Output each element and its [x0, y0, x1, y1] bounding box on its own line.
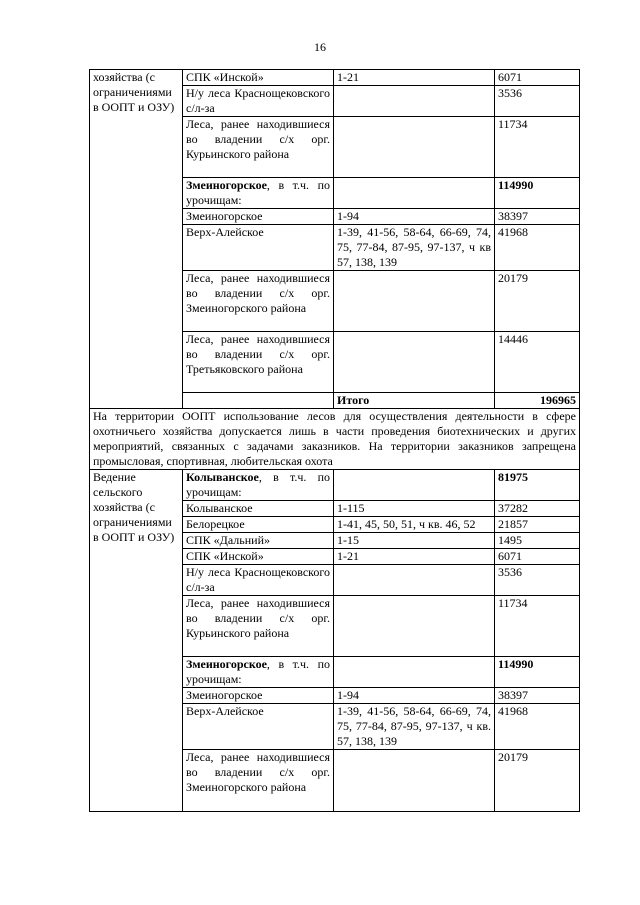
name-cell: СПК «Дальний»	[183, 533, 334, 549]
quarters-cell: 1-94	[334, 688, 495, 704]
area-cell: 11734	[495, 117, 580, 178]
name-cell: Змеиногорское	[183, 688, 334, 704]
area-cell: 41968	[495, 225, 580, 271]
table-row	[90, 470, 580, 501]
name-cell: Леса, ранее находившиеся во владении с/х орг. Курьинского района	[183, 596, 334, 657]
total-value: 196965	[495, 393, 580, 409]
name-cell: Леса, ранее находившиеся во владении с/х орг. Змеиногорского района	[183, 750, 334, 812]
quarters-cell: 1-115	[334, 501, 495, 517]
name-cell: Змеиногорское, в т.ч. по урочищам:	[183, 178, 334, 209]
table-row	[90, 70, 580, 86]
name-cell: СПК «Инской»	[183, 70, 334, 86]
area-cell: 20179	[495, 271, 580, 332]
quarters-cell: 1-41, 45, 50, 51, ч кв. 46, 52	[334, 517, 495, 533]
area-cell: 6071	[495, 70, 580, 86]
page-number: 16	[314, 40, 326, 54]
quarters-cell: 1-94	[334, 209, 495, 225]
forestry-name: Змеиногорское	[186, 657, 267, 671]
purpose-cell: хозяйства (с ограничениями в ООПТ и ОЗУ)	[90, 70, 183, 409]
quarters-cell	[334, 271, 495, 332]
forest-use-table	[89, 69, 580, 812]
area-cell: 6071	[495, 549, 580, 565]
area-cell: 21857	[495, 517, 580, 533]
name-cell: Колыванское, в т.ч. по урочищам:	[183, 470, 334, 501]
area-cell: 81975	[495, 470, 580, 501]
name-cell: Белорецкое	[183, 517, 334, 533]
area-cell: 38397	[495, 209, 580, 225]
name-cell: СПК «Инской»	[183, 549, 334, 565]
quarters-cell	[334, 750, 495, 812]
quarters-cell	[334, 565, 495, 596]
purpose-cell: Ведение сельского хозяйства (с ограничениями в ООПТ и ОЗУ)	[90, 470, 183, 812]
area-cell: 38397	[495, 688, 580, 704]
quarters-cell: 1-15	[334, 533, 495, 549]
name-cell: Леса, ранее находившиеся во владении с/х орг. Змеиногорского района	[183, 271, 334, 332]
area-cell: 1495	[495, 533, 580, 549]
quarters-cell: 1-39, 41-56, 58-64, 66-69, 74, 75, 77-84, 87-95, 97-137, ч кв 57, 138, 139	[334, 225, 495, 271]
name-cell: Верх-Алейское	[183, 225, 334, 271]
total-label: Итого	[334, 393, 495, 409]
quarters-cell: 1-21	[334, 70, 495, 86]
quarters-cell	[334, 178, 495, 209]
name-cell: Колыванское	[183, 501, 334, 517]
quarters-cell	[334, 117, 495, 178]
note-text: На территории ООПТ использование лесов для осуществления деятельности в сфере охотничьего хозяйства допускается лишь в части проведения биотехнических и других мероприятий, связанных с задачами заказников. На территории заказников запрещена промысловая, спортивная, любительская охота	[90, 409, 580, 470]
forestry-name: Змеиногорское	[186, 178, 267, 192]
quarters-cell	[334, 332, 495, 393]
quarters-cell: 1-39, 41-56, 58-64, 66-69, 74, 75, 77-84, 87-95, 97-137, ч кв. 57, 138, 139	[334, 704, 495, 750]
name-cell: Н/у леса Краснощековского с/л-за	[183, 86, 334, 117]
note-row	[90, 409, 580, 470]
name-cell: Змеиногорское, в т.ч. по урочищам:	[183, 657, 334, 688]
area-cell: 41968	[495, 704, 580, 750]
area-cell: 3536	[495, 86, 580, 117]
area-cell: 11734	[495, 596, 580, 657]
name-cell: Леса, ранее находившиеся во владении с/х орг. Третьяковского района	[183, 332, 334, 393]
forestry-name: Колыванское	[186, 470, 259, 484]
quarters-cell: 1-21	[334, 549, 495, 565]
name-cell: Змеиногорское	[183, 209, 334, 225]
quarters-cell	[334, 596, 495, 657]
quarters-cell	[334, 86, 495, 117]
area-cell: 114990	[495, 657, 580, 688]
name-cell: Н/у леса Краснощековского с/л-за	[183, 565, 334, 596]
area-cell: 20179	[495, 750, 580, 812]
quarters-cell	[334, 657, 495, 688]
area-cell: 3536	[495, 565, 580, 596]
name-cell: Леса, ранее находившиеся во владении с/х орг. Курьинского района	[183, 117, 334, 178]
area-cell: 14446	[495, 332, 580, 393]
area-cell: 37282	[495, 501, 580, 517]
name-cell: Верх-Алейское	[183, 704, 334, 750]
quarters-cell	[334, 470, 495, 501]
total-empty-cell	[183, 393, 334, 409]
area-cell: 114990	[495, 178, 580, 209]
